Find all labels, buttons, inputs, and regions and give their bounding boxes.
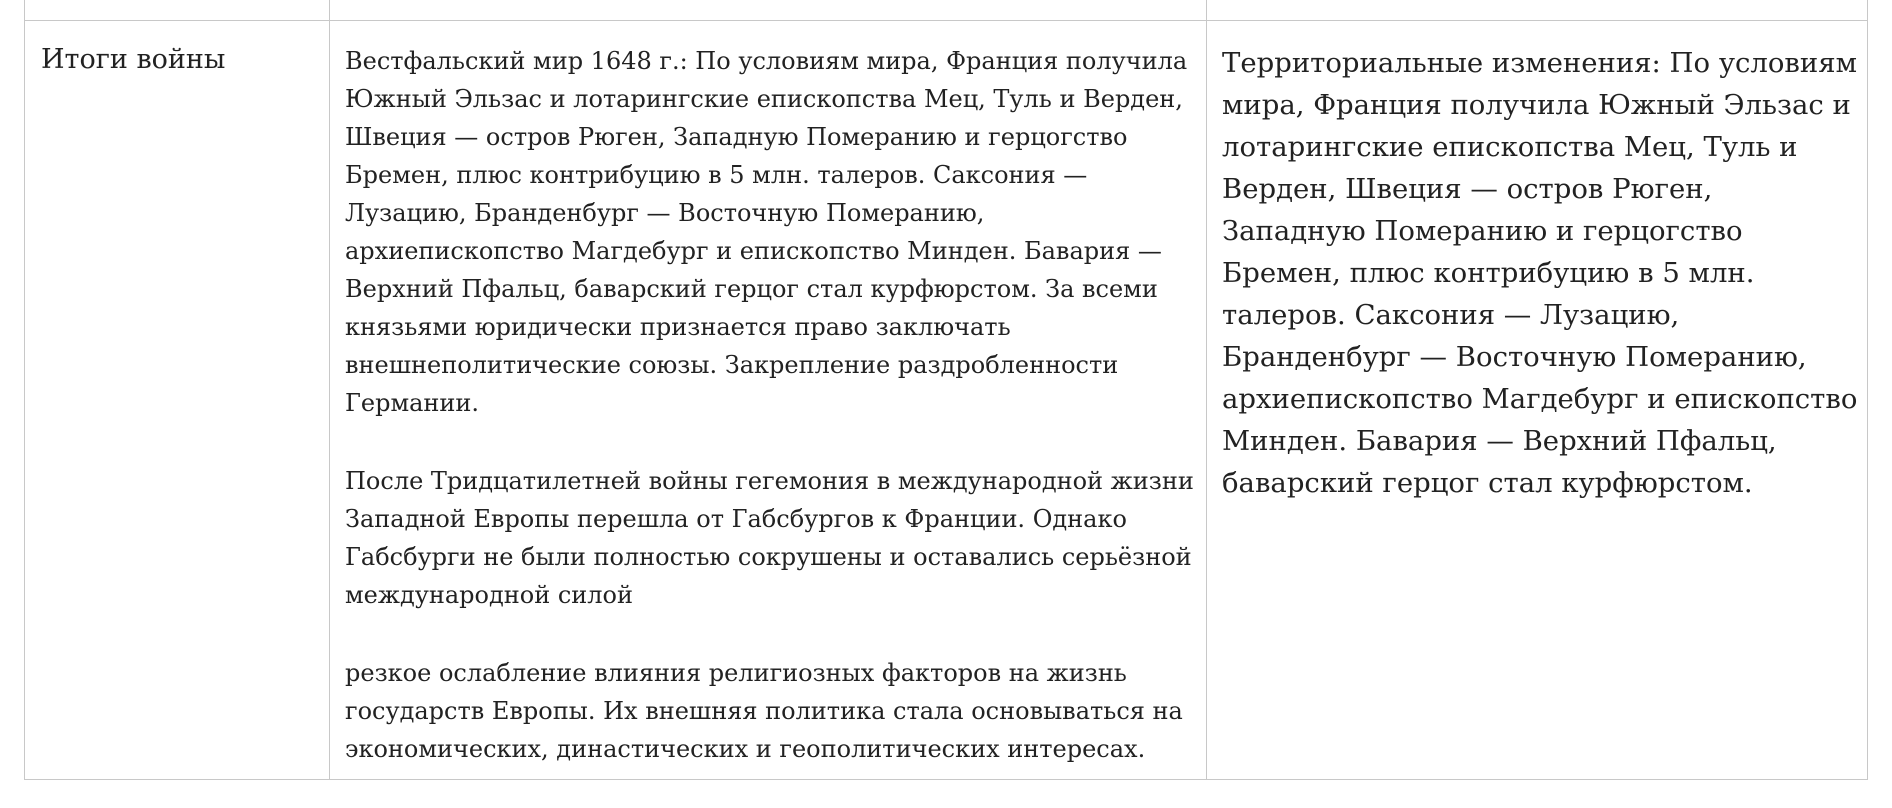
results-table xyxy=(24,0,1868,780)
column-divider-1 xyxy=(329,0,330,779)
paragraph-westphalia: Вестфальский мир 1648 г.: По условиям мира, Франция получила Южный Эльзас и лотарингские епископства Мец, Туль и Верден, Швеция — остров Рюген, Западную Померанию и герцогство Бремен, плюс контрибуцию в 5 млн. талеров. Саксония — Лузацию, Бранденбург — Восточную Померанию, архиепископство Магдебург и епископство Минден. Бавария — Верхний Пфальц, баварский герцог стал курфюрстом. За всеми князьями юридически признается право заключать внешнеполитические союзы. Закрепление раздробленности Германии. xyxy=(345,47,1188,417)
side-content-cell xyxy=(1222,42,1864,504)
main-content-cell xyxy=(345,42,1205,808)
paragraph-hegemony: После Тридцатилетней войны гегемония в международной жизни Западной Европы перешла от Габсбургов к Франции. Однако Габсбурги не были полностью сокрушены и оставались серьёзной международной силой xyxy=(345,467,1194,609)
row-label-cell xyxy=(41,42,321,78)
territorial-changes-text: Территориальные изменения: По условиям мира, Франция получила Южный Эльзас и лотарингские епископства Мец, Туль и Верден, Швеция — остров Рюген, Западную Померанию и герцогство Бремен, плюс контрибуцию в 5 млн. талеров. Саксония — Лузацию, Бранденбург — Восточную Померанию, архиепископство Магдебург и епископство Минден. Бавария — Верхний Пфальц, баварский герцог стал курфюрстом. xyxy=(1222,47,1858,499)
top-row-divider xyxy=(25,20,1867,21)
column-divider-2 xyxy=(1206,0,1207,779)
paragraph-religion: резкое ослабление влияния религиозных факторов на жизнь государств Европы. Их внешняя политика стала основываться на экономических, династических и геополитических интересах. xyxy=(345,659,1183,763)
row-label: Итоги войны xyxy=(41,44,226,75)
